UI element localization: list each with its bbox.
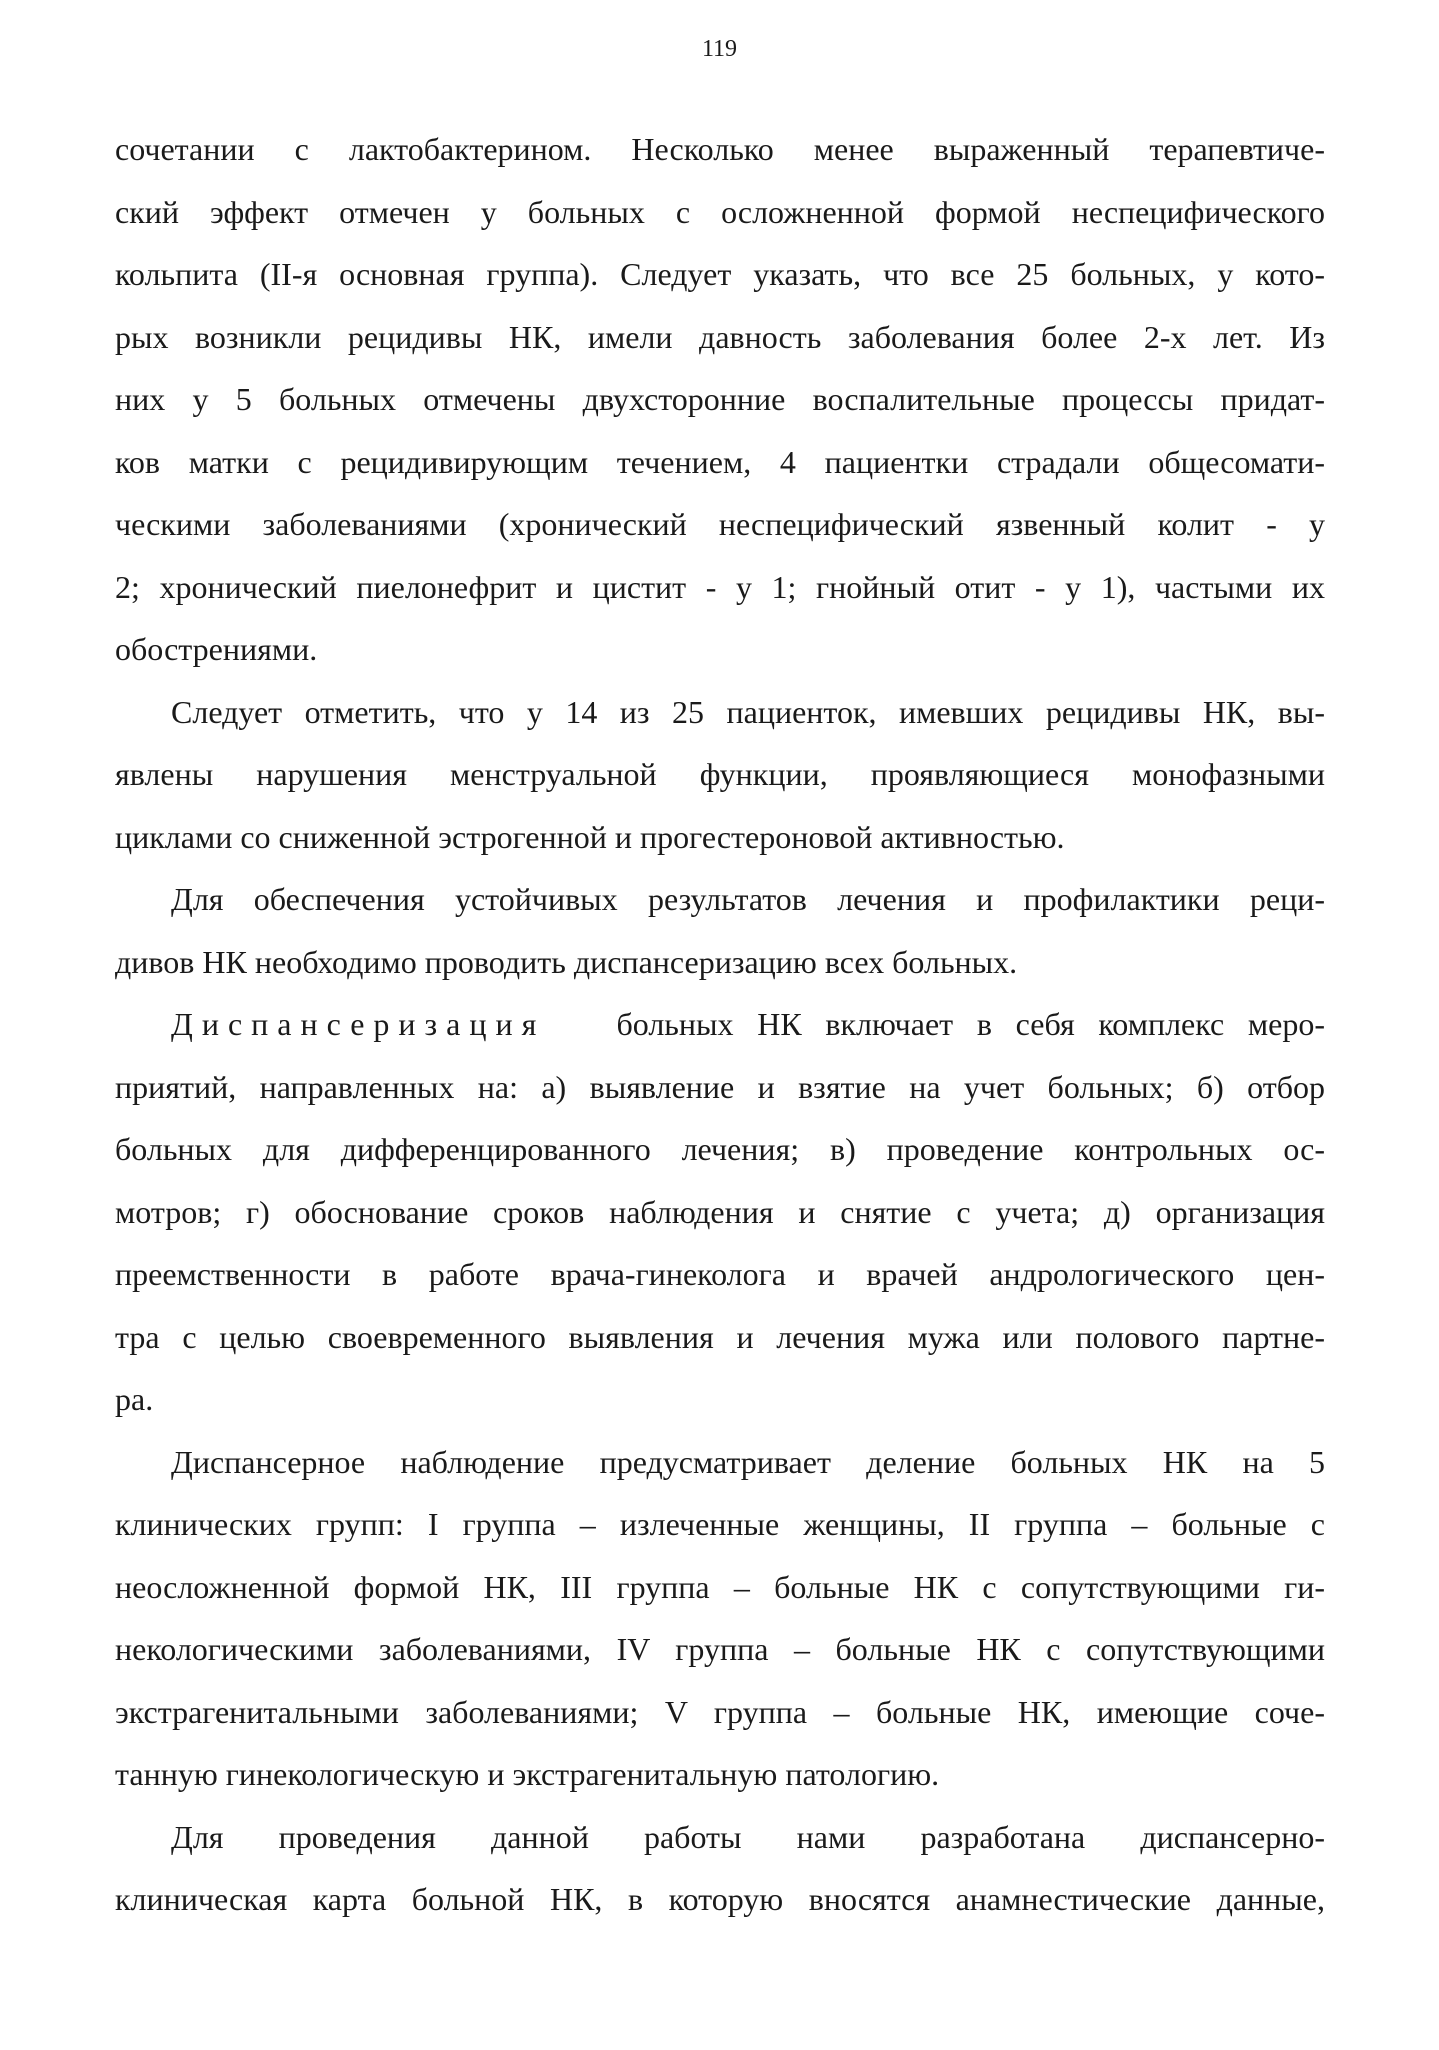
text-line: Следует отметить, что у 14 из 25 пациенток, имевших рецидивы НК, вы- — [171, 693, 1325, 730]
text-line: Диспансерное наблюдение предусматривает деление больных НК на 5 — [171, 1443, 1325, 1480]
text-line: явлены нарушения менструальной функции, проявляющиеся монофазными — [115, 756, 1325, 792]
text-line: преемственности в работе врача-гинеколога и врачей андрологического цен- — [115, 1256, 1325, 1292]
text-line: Для проведения данной работы нами разработана диспансерно- — [171, 1818, 1325, 1855]
text-line: ческими заболеваниями (хронический неспецифический язвенный колит - у — [115, 506, 1325, 542]
paragraph — [115, 118, 1325, 681]
text-line: мотров; г) обоснование сроков наблюдения и снятие с учета; д) организация — [115, 1193, 1325, 1230]
text-line: некологическими заболеваниями, IV группа – больные НК с сопутствующими — [115, 1631, 1325, 1667]
text-line: них у 5 больных отмечены двухсторонние воспалительные процессы придат- — [115, 381, 1325, 417]
document-body — [115, 118, 1325, 1931]
text-line: обострениями. — [115, 631, 318, 667]
text-line: Для обеспечения устойчивых результатов лечения и профилактики реци- — [171, 881, 1325, 917]
paragraph — [115, 1806, 1325, 1931]
text-line: больных для дифференцированного лечения; в) проведение контрольных ос- — [115, 1131, 1325, 1167]
text-line: рых возникли рецидивы НК, имели давность заболевания более 2-х лет. Из — [115, 318, 1325, 355]
text-line: ков матки с рецидивирующим течением, 4 пациентки страдали общесомати- — [115, 443, 1325, 480]
text-line: тра с целью своевременного выявления и лечения мужа или полового партне- — [115, 1318, 1325, 1355]
text-line — [115, 993, 1325, 1056]
text-line: танную гинекологическую и экстрагенитальную патологию. — [115, 1756, 940, 1792]
text-fragment: больных НК включает в себя комплекс меро- — [616, 1006, 1325, 1042]
text-line: неосложненной формой НК, III группа – больные НК с сопутствующими ги- — [115, 1568, 1325, 1605]
spaced-term: Диспансеризация — [171, 1006, 546, 1042]
text-line: ский эффект отмечен у больных с осложненной формой неспецифического — [115, 193, 1325, 230]
text-line: приятий, направленных на: а) выявление и взятие на учет больных; б) отбор — [115, 1068, 1325, 1105]
paragraph — [115, 993, 1325, 1431]
text-line: дивов НК необходимо проводить диспансеризацию всех больных. — [115, 943, 1018, 980]
paragraph — [115, 868, 1325, 993]
text-line: циклами со сниженной эстрогенной и прогестероновой активностью. — [115, 818, 1065, 855]
text-line: 2; хронический пиелонефрит и цистит - у 1; гнойный отит - у 1), частыми их — [115, 568, 1325, 605]
text-line: кольпита (II-я основная группа). Следует указать, что все 25 больных, у кото- — [115, 256, 1325, 292]
text-line: клиническая карта больной НК, в которую вносятся анамнестические данные, — [115, 1881, 1325, 1917]
paragraph — [115, 681, 1325, 869]
text-line: клинических групп: I группа – излеченные женщины, II группа – больные с — [115, 1506, 1325, 1542]
text-line: экстрагенитальными заболеваниями; V группа – больные НК, имеющие соче- — [115, 1693, 1325, 1730]
page-number: 119 — [701, 36, 738, 62]
text-line: ра. — [115, 1381, 154, 1417]
text-line: сочетании с лактобактерином. Несколько менее выраженный терапевтиче- — [115, 131, 1325, 167]
paragraph — [115, 1431, 1325, 1806]
